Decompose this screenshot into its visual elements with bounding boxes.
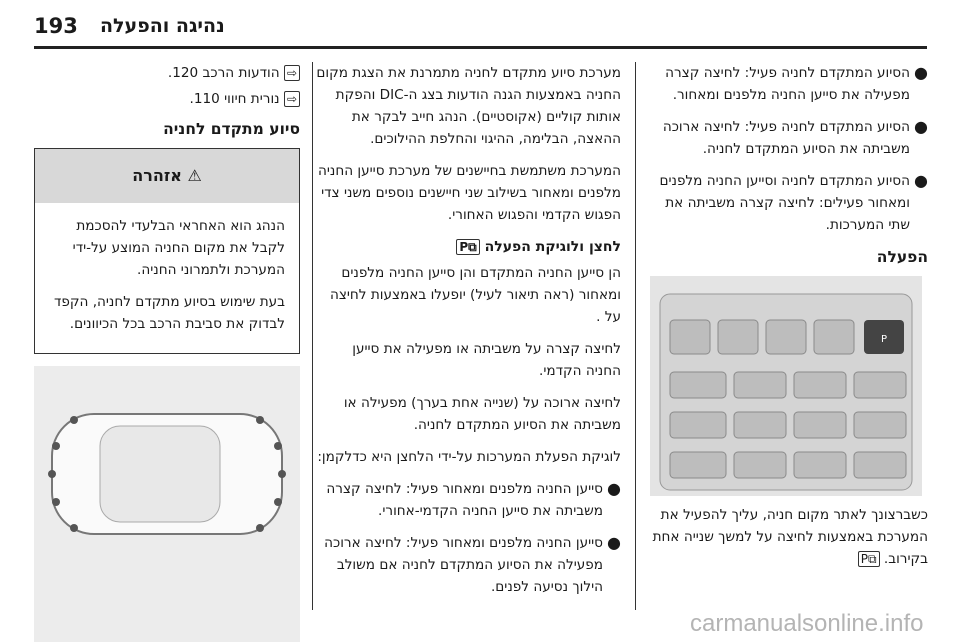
- list-item: ● הסיוע המתקדם לחניה פעיל: לחיצה ארוכה משביתה את הסיוע המתקדם לחניה.: [662, 117, 928, 157]
- column-middle: [315, 62, 621, 608]
- arrow-icon: ⇨: [284, 65, 300, 81]
- bullet-icon: ●: [607, 479, 621, 498]
- warning-header: ⚠ אזהרה: [35, 149, 299, 203]
- car-top-view-image: [34, 366, 300, 642]
- button-panel-illustration: [650, 276, 922, 496]
- column-right: [648, 62, 928, 580]
- paragraph: המערכת משתמשת בחיישנים של מערכת סייען החניה מלפנים ומאחור בשילוב שני חיישנים נוספים משני צדי הפגוש הקדמי והפגוש האחורי.: [317, 163, 621, 223]
- page-number: 193: [34, 14, 78, 38]
- list-item: ● הסיוע המתקדם לחניה וסייען החניה מלפנים ומאחור פעילים: לחיצה קצרה משביתה את שתי המערכות.: [659, 171, 928, 233]
- section-title: נהיגה והפעלה: [100, 15, 225, 37]
- header-rule: [34, 46, 927, 49]
- reference-line: ⇨ הודעות הרכב 120.: [34, 62, 300, 84]
- paragraph: לחיצה קצרה על משביתה או מפעילה את סייען החניה הקדמי.: [352, 341, 621, 379]
- warning-body: [35, 203, 299, 353]
- column-divider: [312, 62, 313, 610]
- car-sensor-illustration: [34, 366, 300, 642]
- arrow-icon: ⇨: [284, 91, 300, 107]
- bullet-icon: ●: [914, 171, 928, 190]
- section-heading: הפעלה: [876, 248, 928, 266]
- bullet-icon: ●: [607, 533, 621, 552]
- list-item: ● סייען החניה מלפנים ומאחור פעיל: לחיצה קצרה משביתה את סייען החניה הקדמי-אחורי.: [326, 479, 621, 519]
- bullet-icon: ●: [914, 63, 928, 82]
- column-left: [34, 62, 300, 642]
- list-item: ● סייען החניה מלפנים ומאחור פעיל: לחיצה ארוכה מפעילה את הסיוע המתקדם לחניה אם משולב הילוך נסיעה לפנים.: [324, 533, 621, 595]
- paragraph: מערכת סיוע מתקדם לחניה מתמרנת את הצגת מקום החניה באמצעות הגנה הודעות בצג ה-DIC והפקת אותות קוליים (אקוסטיים). הנהג חייב לבקר את ההאצה, הבלימה, ההיגוי והחלפת ההילוכים.: [316, 65, 621, 147]
- warning-box: [34, 148, 300, 354]
- activation-paragraph: כשברצונך לאתר מקום חניה, עליך להפעיל את המערכת באמצעות לחיצה על למשך שנייה אחת בקירוב. P⧉: [652, 507, 928, 567]
- paragraph: לוגיקת הפעלת המערכות על-ידי הלחצן היא כדלקמן:: [317, 449, 621, 465]
- paragraph: הן סייען החניה המתקדם והן סייען החניה מלפנים ומאחור (ראה תיאור לעיל) יופעלו באמצעות לחיצה על .: [329, 265, 621, 325]
- park-assist-icon: P⧉: [456, 239, 479, 255]
- bullet-icon: ●: [914, 117, 928, 136]
- button-panel-image: [650, 276, 922, 496]
- warning-triangle-icon: ⚠: [187, 166, 202, 185]
- section-heading: סיוע מתקדם לחניה: [163, 120, 300, 138]
- warning-paragraph: הנהג הוא האחראי הבלעדי להסכמת לקבל את מקום החניה המוצע על-ידי המערכת ולתמרוני החניה.: [72, 218, 285, 278]
- watermark: carmanualsonline.info: [690, 610, 924, 637]
- svg-text:P: P: [880, 334, 888, 345]
- reference-line: ⇨ נורית חיווי 110.: [34, 88, 300, 110]
- subheading: לחצן ולוגיקת הפעלה P⧉: [315, 236, 621, 258]
- list-item: ● הסיוע המתקדם לחניה פעיל: לחיצה קצרה מפעילה את סייען החניה מלפנים ומאחור.: [665, 63, 928, 103]
- park-assist-icon: P⧉: [858, 551, 880, 567]
- column-divider: [635, 62, 636, 610]
- paragraph: לחיצה ארוכה על (שנייה אחת בערך) מפעילה או משביתה את הסיוע המתקדם לחניה.: [343, 395, 621, 433]
- page-header: [0, 0, 960, 46]
- warning-paragraph: בעת שימוש בסיוע מתקדם לחניה, הקפד לבדוק את סביבת הרכב בכל הכיוונים.: [53, 294, 285, 332]
